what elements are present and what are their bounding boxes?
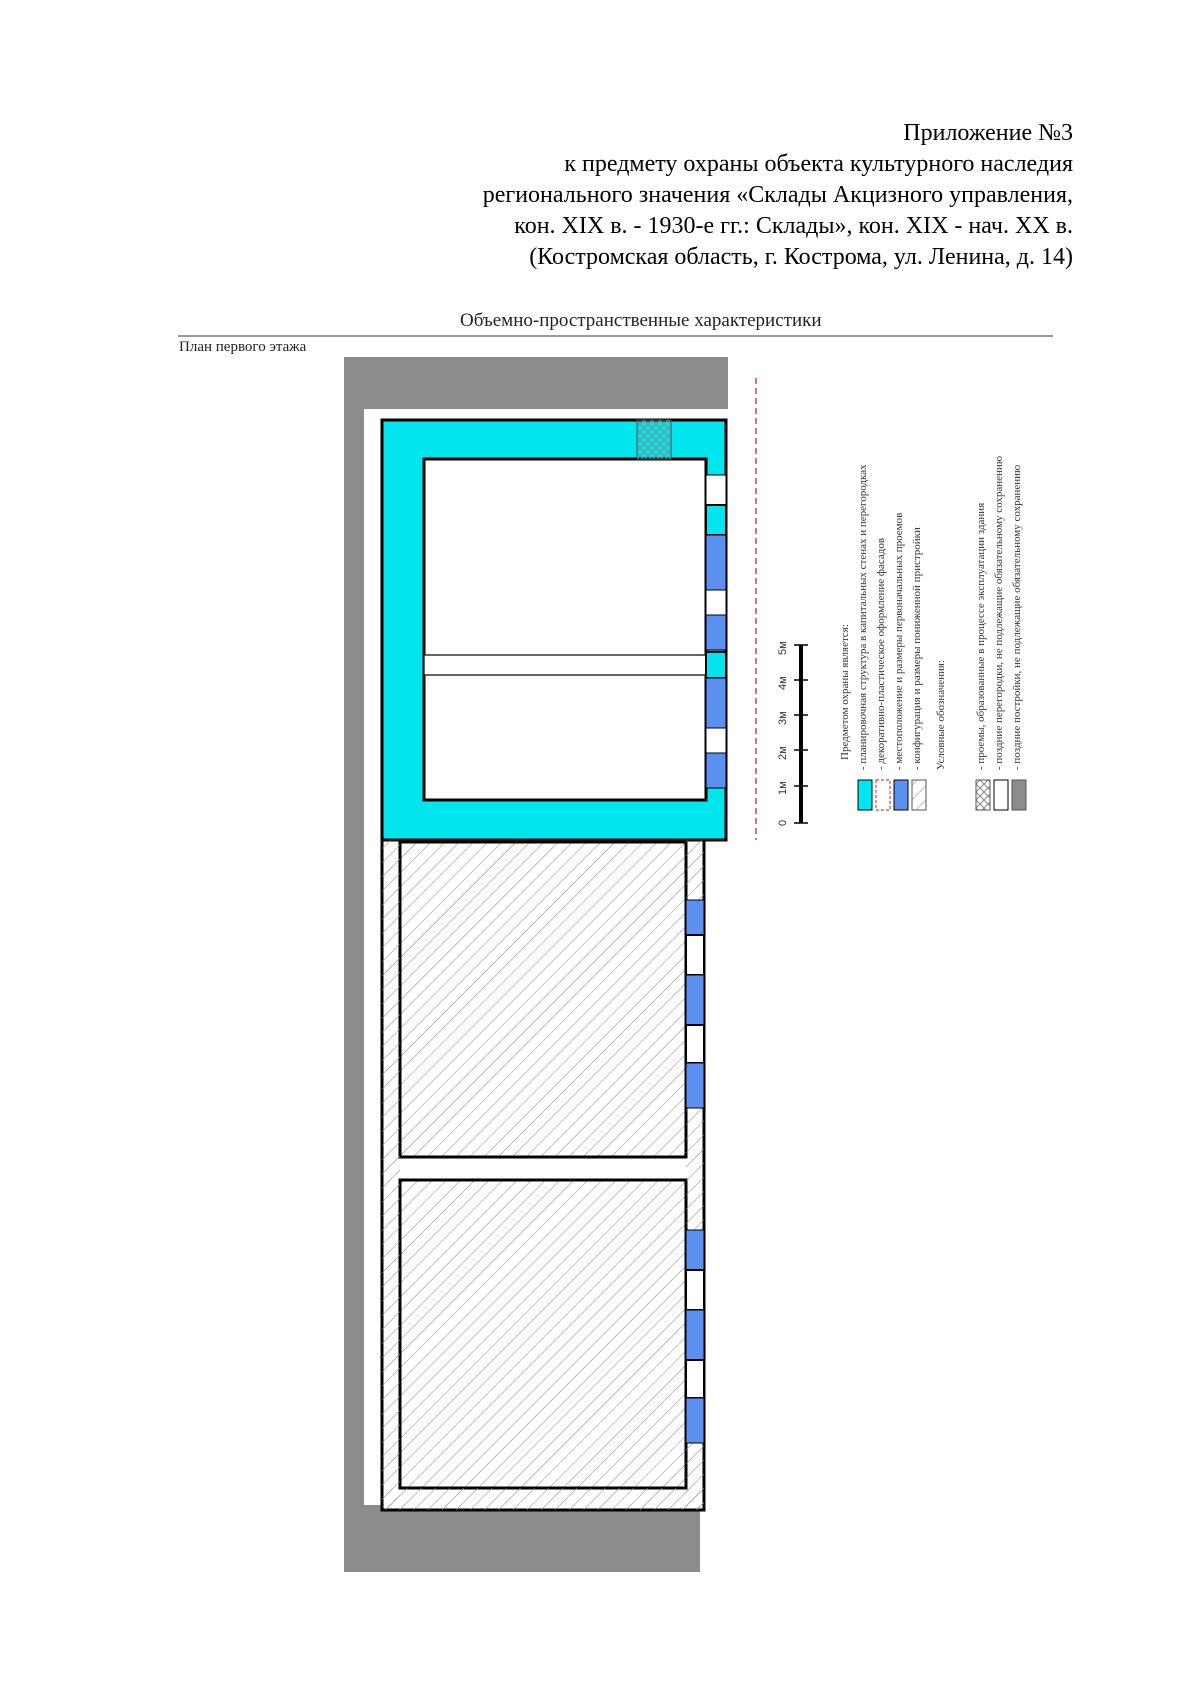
legend [839, 456, 1026, 810]
swatch-gray [1012, 780, 1026, 810]
swatch-blue [894, 780, 908, 810]
scale-label-4: 4м [777, 676, 789, 690]
scale-label-5: 5м [777, 641, 789, 655]
header-line-3: регионального значения «Склады Акцизного управления, [482, 182, 1073, 208]
swatch-red-dashed [876, 780, 890, 810]
legend-item-2: - декоративно-пластическое оформление фасадов [875, 537, 887, 770]
legend-condition-3: - поздние постройки, не подлежащие обязательному сохранению [1011, 464, 1023, 770]
swatch-cross-hatch [976, 780, 990, 810]
scale-bar [777, 641, 808, 826]
scale-label-2: 2м [777, 746, 789, 760]
legend-condition-1: - проемы, образованные в процессе эксплуатации здания [975, 502, 987, 770]
swatch-hatch [912, 780, 926, 810]
scale-label-0: 0 [777, 819, 789, 826]
header-line-4: кон. XIX в. - 1930-е гг.: Склады», кон. XIX - нач. XX в. [514, 213, 1073, 239]
scale-label-3: 3м [777, 711, 789, 725]
legend-heading: Предметом охраны является: [839, 624, 851, 760]
legend-item-4: - конфигурация и размеры пониженной пристройки [911, 527, 923, 770]
swatch-cyan [858, 780, 872, 810]
legend-item-1: - планировочная структура в капитальных стенах и перегородках [857, 464, 869, 770]
lower-annex [382, 840, 704, 1510]
upper-block-capital-walls [382, 420, 726, 840]
header-line-5: (Костромская область, г. Кострома, ул. Ленина, д. 14) [529, 244, 1073, 270]
header-line-2: к предмету охраны объекта культурного наследия [564, 151, 1073, 177]
header-line-1: Приложение №3 [903, 120, 1073, 146]
plan-title: Объемно-пространственные характеристики [460, 310, 822, 331]
legend-item-3: - местоположение и размеры первоначальных проемов [893, 512, 905, 770]
scale-label-1: 1м [777, 781, 789, 795]
legend-conditions-heading: Условные обозначения: [935, 659, 947, 770]
legend-condition-2: - поздние перегородки, не подлежащие обязательному сохранению [993, 455, 1005, 770]
floor-label: План первого этажа [179, 339, 307, 355]
swatch-white [994, 780, 1008, 810]
